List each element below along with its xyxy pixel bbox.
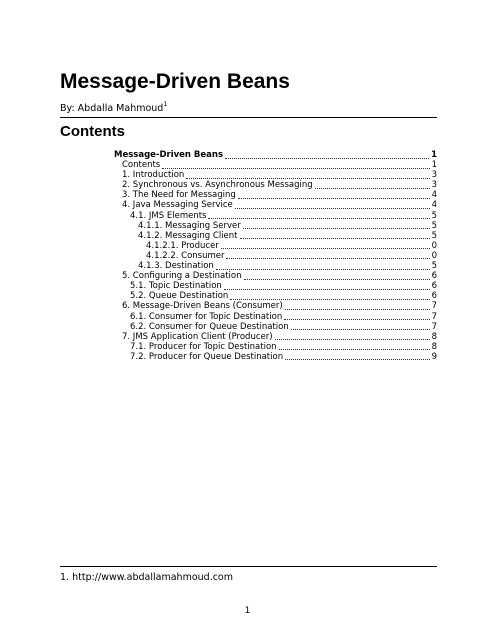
toc-dot-leader bbox=[275, 338, 430, 340]
toc-entry[interactable] bbox=[114, 180, 437, 190]
toc-entry-label: 5.2. Queue Destination bbox=[130, 291, 229, 302]
toc-entry-page: 3 bbox=[431, 170, 437, 181]
toc-entry-label: Contents bbox=[122, 160, 161, 171]
toc-entry[interactable] bbox=[114, 190, 437, 200]
toc-entry[interactable] bbox=[114, 211, 437, 221]
toc-dot-leader bbox=[162, 167, 429, 169]
toc-dot-leader bbox=[208, 217, 429, 219]
toc-dot-leader bbox=[221, 247, 430, 249]
toc-dot-leader bbox=[230, 298, 429, 300]
contents-heading: Contents bbox=[60, 123, 125, 140]
toc-entry-label: 6.2. Consumer for Queue Destination bbox=[130, 321, 289, 332]
toc-dot-leader bbox=[240, 237, 430, 239]
table-of-contents bbox=[114, 150, 437, 362]
toc-entry[interactable] bbox=[114, 241, 437, 251]
toc-entry-page: 7 bbox=[431, 301, 437, 312]
toc-entry-page: 6 bbox=[431, 271, 437, 282]
toc-entry-label: Message-Driven Beans bbox=[114, 150, 224, 160]
footnote-link[interactable]: http://www.abdallamahmoud.com bbox=[72, 572, 233, 583]
toc-entry[interactable] bbox=[114, 352, 437, 362]
toc-entry-page: 7 bbox=[431, 321, 437, 332]
toc-entry-page: 7 bbox=[431, 311, 437, 322]
toc-entry[interactable] bbox=[114, 312, 437, 322]
toc-entry-label: 4.1. JMS Elements bbox=[130, 210, 207, 221]
toc-entry-page: 4 bbox=[431, 190, 437, 201]
toc-entry[interactable] bbox=[114, 251, 437, 261]
toc-entry-label: 4.1.1. Messaging Server bbox=[138, 220, 241, 231]
toc-entry-label: 1. Introduction bbox=[122, 170, 185, 181]
toc-entry-page: 5 bbox=[431, 230, 437, 241]
toc-entry[interactable] bbox=[114, 281, 437, 291]
toc-dot-leader bbox=[186, 177, 429, 179]
footnote bbox=[60, 572, 233, 583]
toc-dot-leader bbox=[279, 348, 430, 350]
toc-entry-label: 4. Java Messaging Service bbox=[122, 200, 233, 211]
toc-entry-page: 3 bbox=[431, 180, 437, 191]
footnote-number: 1. bbox=[60, 572, 70, 583]
toc-entry-label: 5. Configuring a Destination bbox=[122, 271, 242, 282]
toc-entry-label: 7. JMS Application Client (Producer) bbox=[122, 331, 273, 342]
footnote-divider bbox=[60, 566, 437, 567]
toc-entry[interactable] bbox=[114, 332, 437, 342]
footnote-reference[interactable]: 1 bbox=[163, 100, 168, 108]
author-byline bbox=[60, 97, 437, 118]
toc-entry-page: 8 bbox=[431, 331, 437, 342]
toc-entry-page: 0 bbox=[431, 250, 437, 261]
toc-entry[interactable] bbox=[114, 261, 437, 271]
toc-entry[interactable] bbox=[114, 301, 437, 311]
toc-entry-page: 8 bbox=[431, 341, 437, 352]
toc-dot-leader bbox=[226, 257, 429, 259]
toc-entry-page: 5 bbox=[431, 210, 437, 221]
toc-entry[interactable] bbox=[114, 170, 437, 180]
toc-entry-label: 4.1.2.1. Producer bbox=[146, 240, 219, 251]
document-title: Message-Driven Beans bbox=[60, 70, 290, 93]
toc-entry-page: 9 bbox=[431, 351, 437, 362]
toc-entry[interactable] bbox=[114, 200, 437, 210]
toc-entry[interactable] bbox=[114, 231, 437, 241]
toc-entry-label: 4.1.2. Messaging Client bbox=[138, 230, 238, 241]
toc-entry-label: 4.1.2.2. Consumer bbox=[146, 250, 225, 261]
toc-entry-page: 1 bbox=[431, 150, 437, 160]
toc-dot-leader bbox=[238, 197, 430, 199]
toc-entry-label: 6. Message-Driven Beans (Consumer) bbox=[122, 301, 283, 312]
toc-entry-label: 5.1. Topic Destination bbox=[130, 281, 222, 292]
toc-entry-page: 6 bbox=[431, 281, 437, 292]
toc-entry-label: 3. The Need for Messaging bbox=[122, 190, 236, 201]
toc-entry[interactable] bbox=[114, 221, 437, 231]
page-number: 1 bbox=[244, 606, 251, 616]
toc-dot-leader bbox=[315, 187, 430, 189]
toc-dot-leader bbox=[225, 157, 429, 159]
toc-entry[interactable] bbox=[114, 342, 437, 352]
toc-entry-page: 1 bbox=[431, 160, 437, 171]
author-name: By: Abdalla Mahmoud bbox=[60, 103, 164, 114]
toc-dot-leader bbox=[235, 207, 430, 209]
toc-entry-label: 2. Synchronous vs. Asynchronous Messaging bbox=[122, 180, 313, 191]
toc-entry[interactable] bbox=[114, 291, 437, 301]
toc-entry[interactable] bbox=[114, 322, 437, 332]
toc-entry[interactable] bbox=[114, 150, 437, 160]
toc-dot-leader bbox=[285, 308, 430, 310]
toc-entry-label: 4.1.3. Destination bbox=[138, 261, 214, 272]
toc-dot-leader bbox=[244, 278, 430, 280]
toc-entry-page: 5 bbox=[431, 261, 437, 272]
toc-dot-leader bbox=[224, 288, 430, 290]
toc-entry-label: 6.1. Consumer for Topic Destination bbox=[130, 311, 283, 322]
toc-entry-page: 4 bbox=[431, 200, 437, 211]
toc-entry-page: 6 bbox=[431, 291, 437, 302]
toc-dot-leader bbox=[243, 227, 430, 229]
toc-entry-page: 0 bbox=[431, 240, 437, 251]
toc-entry[interactable] bbox=[114, 160, 437, 170]
toc-entry-page: 5 bbox=[431, 220, 437, 231]
toc-dot-leader bbox=[216, 268, 430, 270]
toc-dot-leader bbox=[291, 328, 430, 330]
toc-entry[interactable] bbox=[114, 271, 437, 281]
toc-dot-leader bbox=[284, 318, 429, 320]
toc-entry-label: 7.1. Producer for Topic Destination bbox=[130, 341, 277, 352]
toc-entry-label: 7.2. Producer for Queue Destination bbox=[130, 351, 284, 362]
toc-dot-leader bbox=[285, 358, 429, 360]
